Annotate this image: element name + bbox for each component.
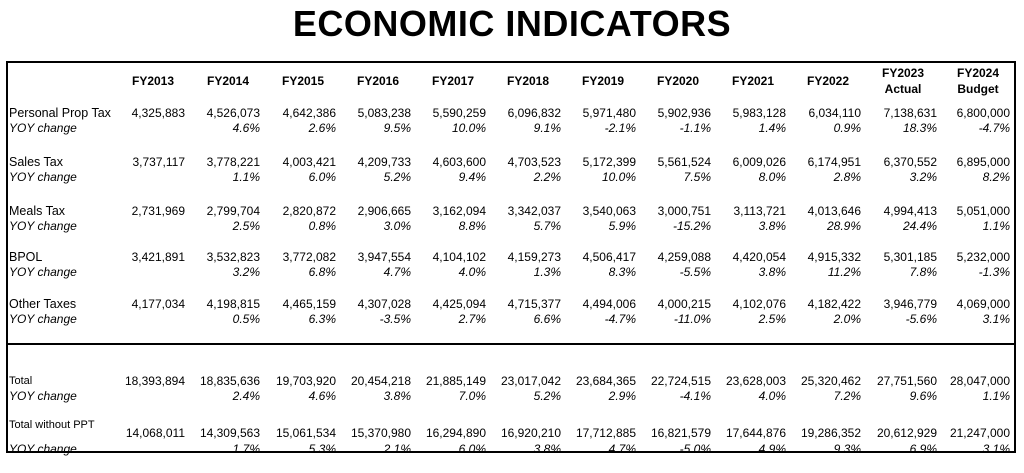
table-cell-value: 3,778,221	[206, 155, 260, 169]
table-cell-yoy: 2.0%	[833, 312, 861, 326]
table-cell-value: 28,047,000	[949, 374, 1010, 388]
table-cell-value: 5,172,399	[582, 155, 636, 169]
table-cell-yoy: 18.3%	[902, 121, 937, 135]
table-cell-yoy: -1.1%	[679, 121, 711, 135]
table-cell-yoy: -4.7%	[604, 312, 636, 326]
column-header-sub: Budget	[957, 82, 999, 96]
table-cell-yoy: 1.7%	[232, 442, 260, 456]
table-cell-yoy: 3.0%	[383, 219, 411, 233]
table-cell-yoy: 2.5%	[758, 312, 786, 326]
table-cell-value: 6,174,951	[807, 155, 861, 169]
column-header: FY2015	[281, 74, 325, 88]
yoy-label: YOY change	[9, 265, 77, 279]
table-cell-yoy: 4.7%	[383, 265, 411, 279]
table-cell-value: 5,902,936	[657, 106, 711, 120]
table-cell-value: 4,307,028	[357, 297, 411, 311]
table-cell-yoy: 4.6%	[308, 389, 336, 403]
table-cell-value: 4,182,422	[807, 297, 861, 311]
table-cell-value: 4,325,883	[131, 106, 185, 120]
table-cell-yoy: 3.1%	[982, 312, 1010, 326]
table-cell-value: 6,009,026	[732, 155, 786, 169]
table-cell-yoy: 2.8%	[833, 170, 861, 184]
table-cell-value: 15,061,534	[275, 426, 336, 440]
row-label: Personal Prop Tax	[9, 106, 111, 120]
table-cell-value: 4,994,413	[883, 204, 937, 218]
table-cell-value: 3,342,037	[507, 204, 561, 218]
table-cell-value: 2,731,969	[131, 204, 185, 218]
table-cell-yoy: 5.2%	[383, 170, 411, 184]
table-cell-value: 4,104,102	[432, 250, 486, 264]
column-header: FY2023	[881, 66, 925, 80]
table-cell-value: 14,068,011	[125, 426, 185, 440]
column-header: FY2020	[656, 74, 700, 88]
table-cell-value: 15,370,980	[350, 426, 411, 440]
table-cell-value: 7,138,631	[883, 106, 937, 120]
table-cell-value: 4,465,159	[282, 297, 336, 311]
table-cell-value: 3,947,554	[357, 250, 411, 264]
table-cell-value: 21,885,149	[425, 374, 486, 388]
table-cell-value: 4,069,000	[956, 297, 1010, 311]
table-cell-value: 2,799,704	[206, 204, 260, 218]
table-cell-yoy: 1.4%	[758, 121, 786, 135]
table-cell-yoy: 6.0%	[308, 170, 336, 184]
table-cell-yoy: 9.6%	[909, 389, 937, 403]
table-cell-value: 20,454,218	[350, 374, 411, 388]
column-header: FY2014	[206, 74, 250, 88]
column-header: FY2019	[581, 74, 625, 88]
table-cell-value: 16,920,210	[500, 426, 561, 440]
table-cell-value: 20,612,929	[876, 426, 937, 440]
table-cell-value: 4,013,646	[807, 204, 861, 218]
yoy-label: YOY change	[9, 312, 77, 326]
table-cell-value: 4,425,094	[432, 297, 486, 311]
table-cell-value: 17,712,885	[575, 426, 636, 440]
column-header: FY2017	[431, 74, 475, 88]
table-cell-value: 23,684,365	[575, 374, 636, 388]
table-cell-yoy: -1.3%	[978, 265, 1010, 279]
table-cell-yoy: -15.2%	[672, 219, 711, 233]
column-header-sub: Actual	[884, 82, 922, 96]
table-cell-value: 4,159,273	[507, 250, 561, 264]
table-cell-yoy: 4.9%	[758, 442, 786, 456]
table-cell-yoy: 1.1%	[982, 219, 1010, 233]
row-label: Total	[9, 375, 33, 387]
table-cell-yoy: 4.6%	[232, 121, 260, 135]
table-cell-value: 19,703,920	[275, 374, 336, 388]
table-cell-value: 4,506,417	[582, 250, 636, 264]
table-cell-yoy: 9.3%	[833, 442, 861, 456]
table-cell-value: 4,259,088	[657, 250, 711, 264]
row-label: Other Taxes	[9, 297, 77, 311]
table-cell-value: 2,906,665	[357, 204, 411, 218]
table-cell-value: 4,102,076	[732, 297, 786, 311]
table-cell-yoy: 7.5%	[683, 170, 711, 184]
table-cell-yoy: 4.0%	[758, 389, 786, 403]
yoy-label: YOY change	[9, 121, 77, 135]
table-cell-value: 4,703,523	[507, 155, 561, 169]
table-cell-yoy: 0.5%	[232, 312, 260, 326]
table-cell-yoy: 9.5%	[383, 121, 411, 135]
table-cell-value: 14,309,563	[199, 426, 260, 440]
table-cell-yoy: -5.0%	[679, 442, 711, 456]
table-cell-yoy: 4.0%	[458, 265, 486, 279]
table-cell-yoy: -2.1%	[604, 121, 636, 135]
table-cell-value: 22,724,515	[650, 374, 711, 388]
column-header: FY2022	[806, 74, 850, 88]
table-cell-yoy: 3.8%	[533, 442, 561, 456]
table-cell-yoy: -5.6%	[905, 312, 937, 326]
table-cell-value: 17,644,876	[725, 426, 786, 440]
table-cell-value: 25,320,462	[800, 374, 861, 388]
table-cell-yoy: 2.9%	[608, 389, 636, 403]
table-cell-value: 5,971,480	[582, 106, 636, 120]
table-cell-yoy: 6.3%	[308, 312, 336, 326]
table-cell-yoy: 7.0%	[458, 389, 486, 403]
table-cell-yoy: 10.0%	[601, 170, 636, 184]
table-cell-value: 4,177,034	[131, 297, 185, 311]
table-cell-value: 3,772,082	[282, 250, 336, 264]
table-cell-value: 16,294,890	[425, 426, 486, 440]
table-cell-value: 5,983,128	[732, 106, 786, 120]
table-cell-value: 4,715,377	[507, 297, 561, 311]
table-cell-yoy: 7.8%	[909, 265, 937, 279]
yoy-label: YOY change	[9, 219, 77, 233]
table-cell-value: 4,420,054	[732, 250, 786, 264]
table-cell-value: 3,113,721	[733, 204, 786, 218]
table-cell-yoy: 8.2%	[982, 170, 1010, 184]
table-cell-yoy: 11.2%	[827, 265, 861, 279]
table-cell-yoy: 6.0%	[458, 442, 486, 456]
table-cell-value: 6,800,000	[956, 106, 1010, 120]
table-cell-yoy: 2.5%	[232, 219, 260, 233]
table-cell-value: 18,393,894	[124, 374, 185, 388]
table-cell-yoy: 5.9%	[608, 219, 636, 233]
column-header: FY2021	[731, 74, 775, 88]
table-cell-value: 23,628,003	[725, 374, 786, 388]
table-cell-value: 3,162,094	[432, 204, 486, 218]
table-cell-value: 4,915,332	[807, 250, 861, 264]
table-cell-yoy: 7.2%	[833, 389, 861, 403]
table-cell-value: 3,532,823	[206, 250, 260, 264]
table-cell-value: 2,820,872	[282, 204, 336, 218]
table-cell-value: 23,017,042	[500, 374, 561, 388]
row-label: Total without PPT	[9, 419, 95, 431]
table-cell-yoy: 8.8%	[458, 219, 486, 233]
table-cell-yoy: 6.6%	[533, 312, 561, 326]
table-cell-value: 4,000,215	[657, 297, 711, 311]
table-cell-yoy: 3.2%	[909, 170, 937, 184]
table-cell-yoy: 2.4%	[232, 389, 260, 403]
row-label: Sales Tax	[9, 155, 63, 169]
table-cell-yoy: 1.3%	[533, 265, 561, 279]
yoy-label: YOY change	[9, 442, 77, 456]
table-cell-value: 4,209,733	[357, 155, 411, 169]
table-cell-value: 3,737,117	[132, 155, 185, 169]
table-cell-value: 5,590,259	[432, 106, 486, 120]
column-header: FY2024	[956, 66, 1000, 80]
table-cell-value: 4,642,386	[282, 106, 336, 120]
table-cell-value: 4,198,815	[206, 297, 260, 311]
table-cell-value: 6,034,110	[808, 106, 861, 120]
table-cell-value: 18,835,636	[199, 374, 260, 388]
table-cell-value: 5,561,524	[657, 155, 711, 169]
table-cell-yoy: 2.7%	[458, 312, 486, 326]
page-title: ECONOMIC INDICATORS	[292, 3, 732, 44]
table-cell-value: 19,286,352	[800, 426, 861, 440]
table-cell-value: 6,895,000	[956, 155, 1010, 169]
table-cell-yoy: 28.9%	[826, 219, 861, 233]
section-divider	[6, 343, 1016, 345]
table-cell-yoy: 8.3%	[608, 265, 636, 279]
yoy-label: YOY change	[9, 170, 77, 184]
row-label: Meals Tax	[9, 204, 66, 218]
table-cell-yoy: -4.7%	[978, 121, 1010, 135]
table-cell-value: 4,494,006	[582, 297, 636, 311]
table-cell-value: 4,603,600	[432, 155, 486, 169]
table-cell-yoy: 0.8%	[308, 219, 336, 233]
table-cell-yoy: -4.1%	[679, 389, 711, 403]
table-cell-value: 4,003,421	[282, 155, 336, 169]
table-cell-yoy: -5.5%	[679, 265, 711, 279]
table-cell-yoy: 0.9%	[833, 121, 861, 135]
table-cell-yoy: 5.3%	[308, 442, 336, 456]
column-header: FY2013	[131, 74, 175, 88]
table-cell-yoy: 8.0%	[758, 170, 786, 184]
table-cell-value: 5,083,238	[357, 106, 411, 120]
table-cell-yoy: 9.4%	[458, 170, 486, 184]
table-cell-yoy: 24.4%	[902, 219, 937, 233]
row-label: BPOL	[9, 250, 43, 264]
table-cell-yoy: 3.8%	[383, 389, 411, 403]
table-cell-value: 5,051,000	[956, 204, 1010, 218]
table-cell-yoy: 10.0%	[451, 121, 486, 135]
table-cell-yoy: 3.8%	[758, 265, 786, 279]
table-cell-value: 16,821,579	[650, 426, 711, 440]
table-cell-value: 3,946,779	[883, 297, 937, 311]
table-cell-yoy: 6.9%	[909, 442, 937, 456]
table-cell-yoy: -3.5%	[379, 312, 411, 326]
table-cell-yoy: 3.8%	[758, 219, 786, 233]
table-cell-yoy: 3.2%	[232, 265, 260, 279]
table-cell-value: 21,247,000	[949, 426, 1010, 440]
table-cell-value: 3,421,891	[131, 250, 185, 264]
table-cell-yoy: 9.1%	[533, 121, 561, 135]
table-cell-yoy: -11.0%	[673, 312, 711, 326]
table-cell-value: 4,526,073	[206, 106, 260, 120]
table-cell-value: 6,370,552	[883, 155, 937, 169]
table-cell-yoy: 2.1%	[383, 442, 411, 456]
table-cell-value: 3,540,063	[582, 204, 636, 218]
column-header: FY2016	[356, 74, 400, 88]
table-cell-yoy: 1.1%	[982, 389, 1010, 403]
table-cell-yoy: 5.2%	[533, 389, 561, 403]
table-cell-yoy: 6.8%	[308, 265, 336, 279]
yoy-label: YOY change	[9, 389, 77, 403]
table-cell-yoy: 5.7%	[533, 219, 561, 233]
table-cell-yoy: 2.6%	[308, 121, 336, 135]
table-cell-yoy: 3.1%	[982, 442, 1010, 456]
table-cell-value: 5,232,000	[956, 250, 1010, 264]
table-cell-yoy: 4.7%	[608, 442, 636, 456]
table-cell-value: 6,096,832	[507, 106, 561, 120]
column-header: FY2018	[506, 74, 550, 88]
table-cell-yoy: 2.2%	[533, 170, 561, 184]
table-cell-value: 27,751,560	[876, 374, 937, 388]
table-cell-value: 5,301,185	[883, 250, 937, 264]
table-cell-value: 3,000,751	[657, 204, 711, 218]
table-cell-yoy: 1.1%	[232, 170, 260, 184]
